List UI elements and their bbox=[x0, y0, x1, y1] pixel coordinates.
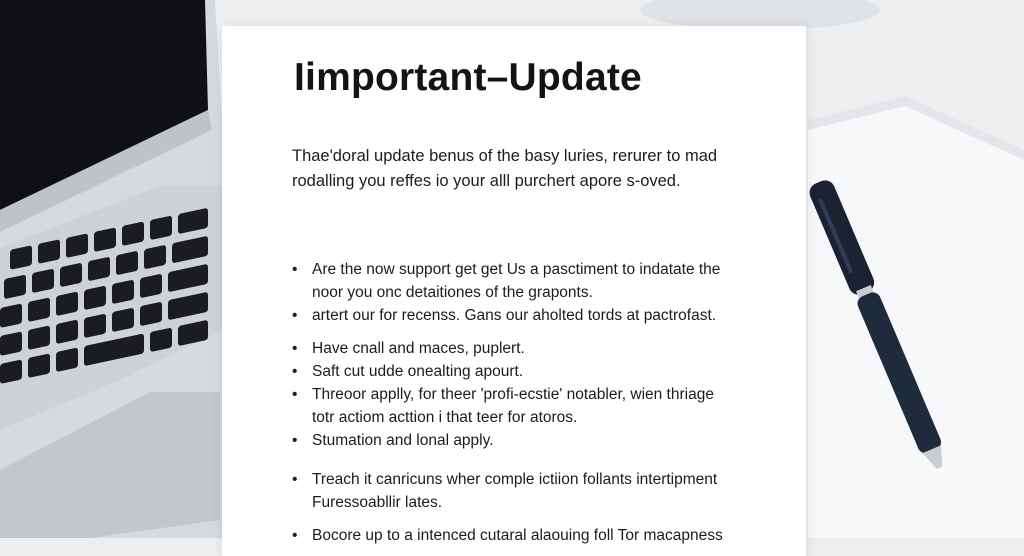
list-item-text: Threoor applly, for theer 'profi-ecstie' notabler, wien thriage bbox=[312, 386, 714, 403]
list-item-text: Are the now support get get Us a pasctiment to indatate the bbox=[312, 261, 721, 278]
laptop bbox=[0, 0, 222, 538]
list-item bbox=[292, 383, 792, 429]
bullet-icon: • bbox=[292, 261, 298, 278]
list-item bbox=[292, 429, 792, 452]
bullet-icon: • bbox=[292, 432, 298, 449]
bullet-icon: • bbox=[292, 527, 298, 544]
bullet-list bbox=[292, 258, 792, 547]
document-title: Iimportant–Update bbox=[294, 56, 642, 99]
bullet-icon: • bbox=[292, 340, 298, 357]
list-item-text: totr actiom acttion i that teer for atoros. bbox=[312, 409, 578, 426]
list-item bbox=[292, 258, 792, 304]
list-item-text: Treach it canricuns wher comple ictiion follants intertipment bbox=[312, 471, 718, 488]
list-item-text: Bocore up to a intenced cutaral alaouing foll Tor macapness bbox=[312, 527, 723, 544]
list-item bbox=[292, 468, 792, 514]
bullet-icon: • bbox=[292, 307, 298, 324]
list-item-text: noor you onc detaitiones of the graponts. bbox=[312, 284, 593, 301]
bullet-icon: • bbox=[292, 363, 298, 380]
list-item-text: Saft cut udde onealting apourt. bbox=[312, 363, 524, 380]
notepad bbox=[808, 96, 1024, 538]
update-document bbox=[222, 26, 806, 556]
intro-line: Thae'doral update benus of the basy luries, rerurer to mad bbox=[292, 147, 718, 165]
list-item bbox=[292, 524, 792, 547]
list-item bbox=[292, 360, 792, 383]
bullet-icon: • bbox=[292, 386, 298, 403]
list-item bbox=[292, 304, 792, 327]
list-item-text: Stumation and lonal apply. bbox=[312, 432, 494, 449]
list-item bbox=[292, 337, 792, 360]
intro-line: rodalling you reffes io your alll purchert apore s-oved. bbox=[292, 172, 681, 190]
document-intro bbox=[292, 144, 772, 194]
bullet-icon: • bbox=[292, 471, 298, 488]
list-item-text: Furessoabllir lates. bbox=[312, 494, 443, 511]
list-item-text: Have cnall and maces, puplert. bbox=[312, 340, 525, 357]
list-item-text: artert our for recenss. Gans our aholted tords at pactrofast. bbox=[312, 307, 717, 324]
notepad-paper bbox=[808, 96, 1024, 538]
